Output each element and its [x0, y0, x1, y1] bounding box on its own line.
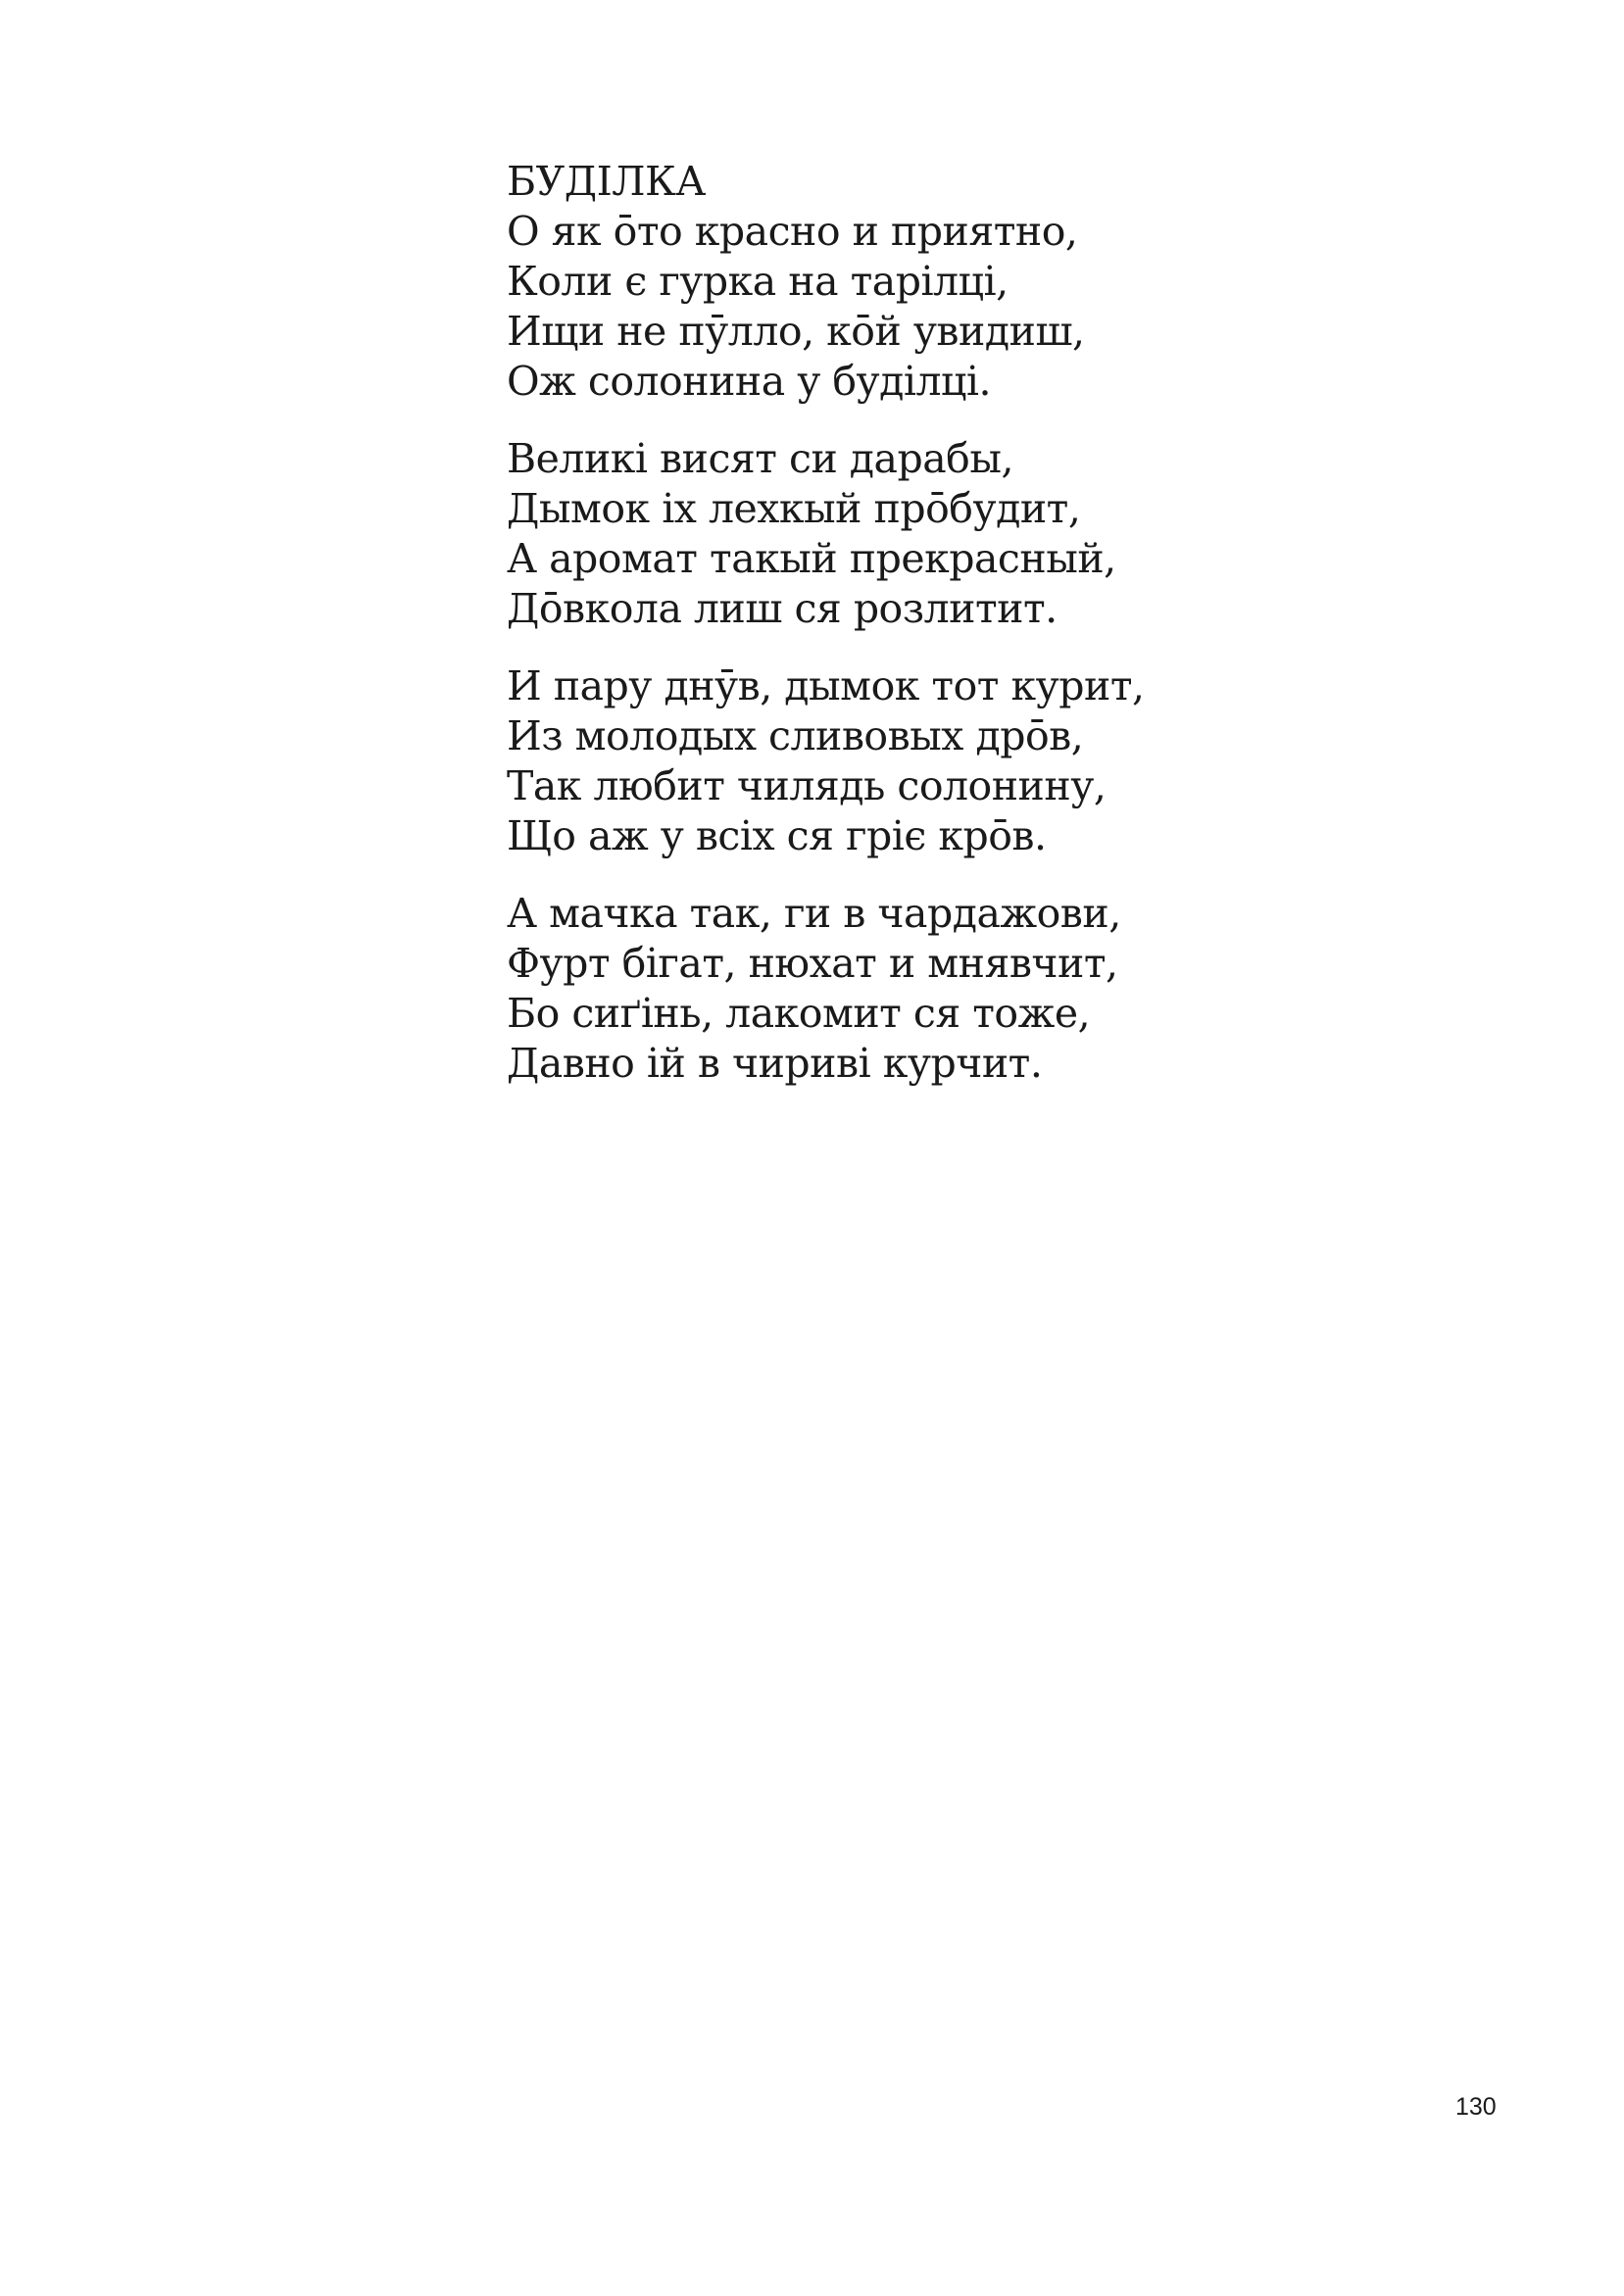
verse-line: Ищи не пӯлло, ко̄й увидиш, [507, 308, 1085, 355]
stanza [507, 661, 1291, 861]
stanza [507, 207, 1291, 407]
poem-title: БУДІЛКА [507, 158, 706, 205]
verse-line: Из молодых сливовых дро̄в, [507, 712, 1084, 759]
stanza [507, 434, 1291, 634]
verse-line: О як о̄то красно и приятно, [507, 208, 1078, 255]
verse-line: До̄вкола лиш ся розлитит. [507, 585, 1058, 632]
verse-line: Коли є гурка на тарілці, [507, 258, 1009, 305]
page-number: 130 [1455, 2093, 1497, 2121]
verse-line: А мачка так, ги в чардажови, [507, 890, 1121, 937]
verse-line: Ож солонина у буділці. [507, 358, 992, 405]
verse-line: Дымок іх лехкый про̄будит, [507, 485, 1081, 532]
stanza [507, 889, 1291, 1089]
verse-line: Великі висят си дарабы, [507, 435, 1014, 482]
verse-line: И пару днӯв, дымок тот курит, [507, 662, 1145, 709]
verse-line: Бо сиґінь, лакомит ся тоже, [507, 990, 1091, 1037]
poem [507, 157, 1291, 1116]
verse-line: Давно ій в чириві курчит. [507, 1040, 1043, 1087]
verse-line: Фурт бігат, нюхат и мнявчит, [507, 940, 1118, 987]
verse-line: Так любит чилядь солонину, [507, 762, 1107, 809]
verse-line: А аромат такый прекрасный, [507, 535, 1116, 582]
verse-line: Що аж у всіх ся гріє кро̄в. [507, 812, 1047, 859]
